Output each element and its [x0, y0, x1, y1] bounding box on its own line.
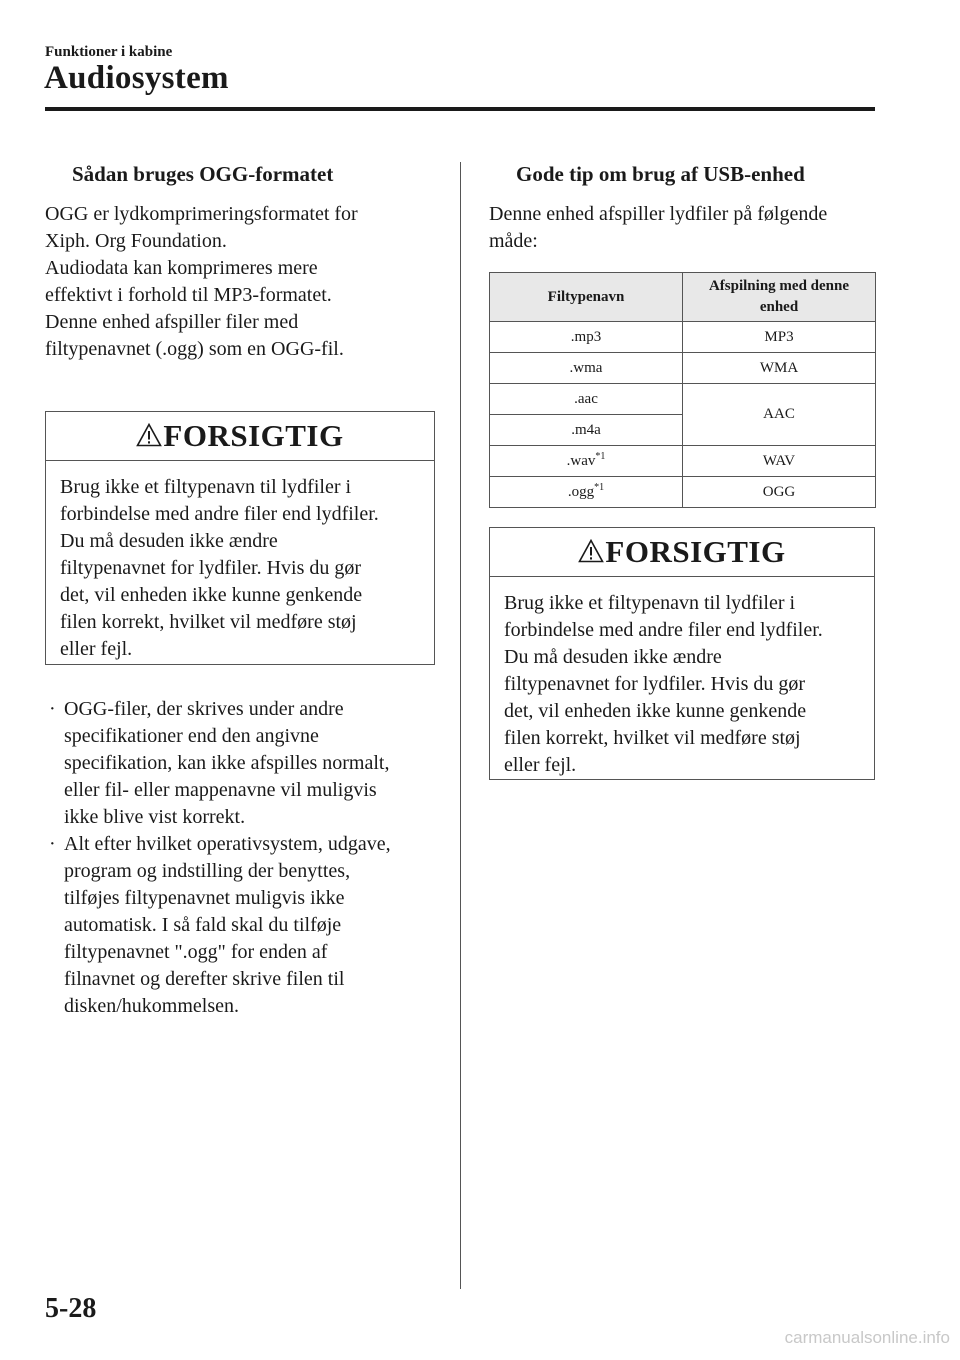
caution-header: [46, 412, 434, 461]
section-label: Funktioner i kabine: [45, 44, 173, 60]
bullet-dot: ·: [49, 698, 56, 720]
footnote-marker: *1: [595, 450, 606, 462]
extension-cell: .ogg$^{*1}$: [490, 477, 683, 508]
table-row: [490, 322, 876, 353]
column-header-extension: Filtypenavn: [490, 273, 683, 322]
extension-cell: .wma: [490, 353, 683, 384]
right-column: [489, 160, 875, 780]
usb-section-heading: Gode tip om brug af USB-enhed: [516, 162, 805, 186]
table-row: [490, 446, 876, 477]
caution-text: Brug ikke et filtypenavn til lydfiler i forbindelse med andre filer end lydfiler. Du må desuden ikke ændre filtypenavnet for lydfiler. Hvis du gør det, vil enheden ikke kunne genkende filen korrekt, hvilket vil medføre støj eller fejl.: [504, 592, 823, 776]
ogg-notes-list: [45, 696, 435, 1020]
table-row: [490, 384, 876, 415]
warning-triangle-icon: [578, 539, 604, 563]
extension-cell: .m4a: [490, 415, 683, 446]
caution-title: FORSIGTIG: [163, 418, 344, 453]
list-item: · OGG-filer, der skrives under andre specifikationer end den angivne specifikation, kan ikke afspilles normalt, eller fil- eller mappenavne vil muligvis ikke blive vist korrekt.: [49, 698, 390, 828]
extension-cell: .mp3: [490, 322, 683, 353]
caution-box-left: [45, 411, 435, 665]
table-row: [490, 353, 876, 384]
warning-triangle-icon: [136, 423, 162, 447]
ogg-section-heading: Sådan bruges OGG-formatet: [72, 162, 334, 186]
bullet-dot: ·: [49, 833, 56, 855]
footnote-marker: *1: [594, 481, 605, 493]
page-number: 5-28: [45, 1293, 97, 1324]
list-item: · Alt efter hvilket operativsystem, udgave, program og indstilling der benyttes, tilføjes filtypenavnet muligvis ikke automatisk. I så fald skal du tilføje filtypenavnet ".ogg" for enden af filnavnet og derefter skrive filen til disken/hukommelsen.: [49, 833, 391, 1017]
ogg-intro-paragraph: OGG er lydkomprimeringsformatet for Xiph. Org Foundation. Audiodata kan komprimeres mere effektivt i forhold til MP3-formatet. Denne enhed afspiller filer med filtypenavnet (.ogg) som en OGG-fil.: [45, 203, 358, 360]
format-cell: OGG: [683, 477, 876, 508]
file-type-table: [489, 272, 876, 508]
caution-title: FORSIGTIG: [605, 534, 786, 569]
chapter-title: Audiosystem: [44, 60, 229, 96]
extension-cell: .wav$^{*1}$: [490, 446, 683, 477]
format-cell: WMA: [683, 353, 876, 384]
column-divider: [460, 162, 461, 1289]
table-row: [490, 477, 876, 508]
left-column: [45, 160, 435, 1020]
format-cell: MP3: [683, 322, 876, 353]
extension-cell: .aac: [490, 384, 683, 415]
format-cell: WAV: [683, 446, 876, 477]
table-header-row: [490, 273, 876, 322]
column-header-playback: Afspilning med denne enhed: [683, 273, 876, 322]
format-cell: AAC: [683, 384, 876, 446]
caution-header: [490, 528, 874, 577]
caution-box-right: [489, 527, 875, 780]
watermark: carmanualsonline.info: [784, 1328, 950, 1347]
title-rule: [45, 107, 875, 111]
usb-intro-paragraph: Denne enhed afspiller lydfiler på følgende måde:: [489, 203, 828, 252]
caution-text: Brug ikke et filtypenavn til lydfiler i forbindelse med andre filer end lydfiler. Du må desuden ikke ændre filtypenavnet for lydfiler. Hvis du gør det, vil enheden ikke kunne genkende filen korrekt, hvilket vil medføre støj eller fejl.: [60, 476, 379, 660]
